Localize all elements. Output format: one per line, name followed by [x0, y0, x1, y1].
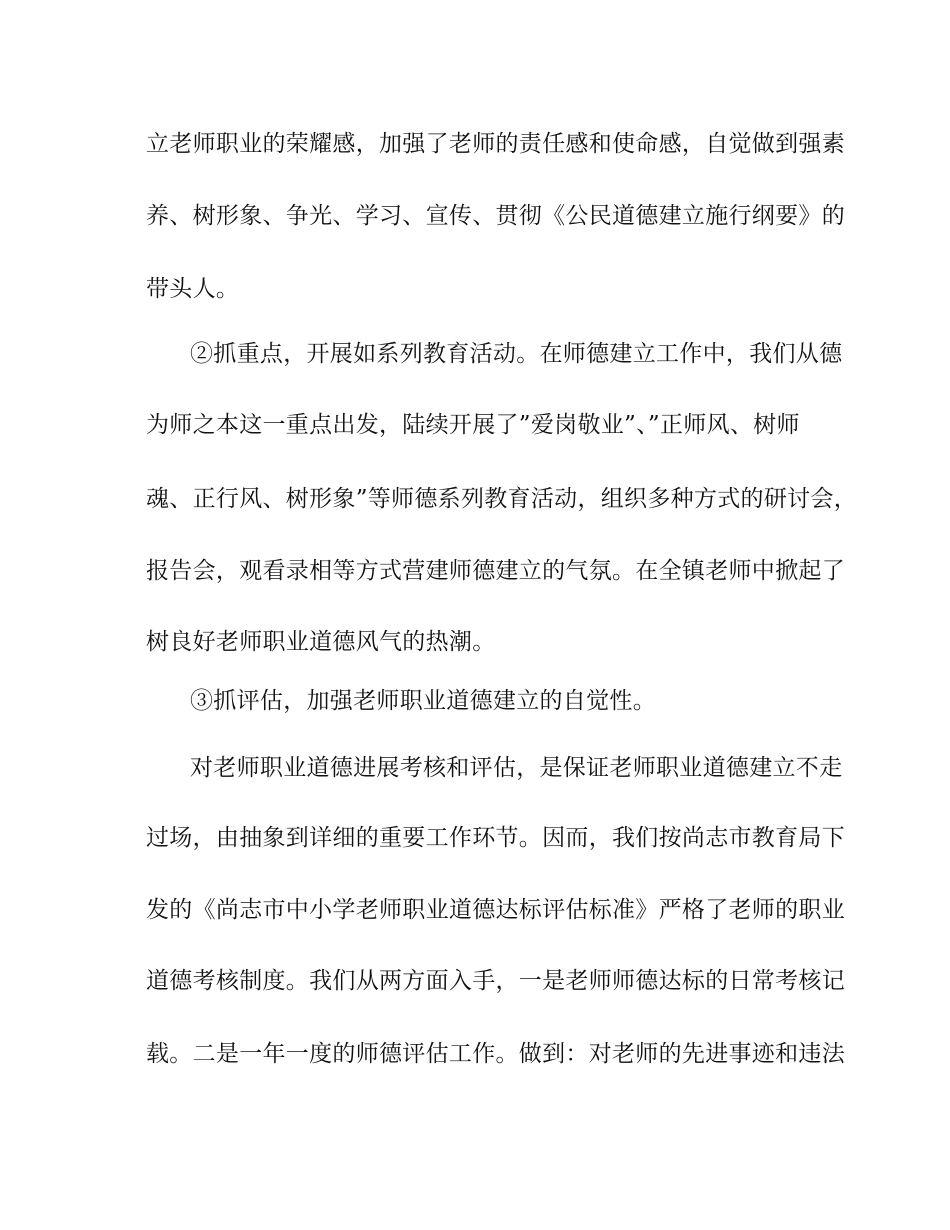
text-line-14: 载。二是一年一度的师德评估工作。做到：对老师的先进事迹和违法 — [146, 1041, 845, 1067]
text-line-9: ③抓评估，加强老师职业道德建立的自觉性。 — [190, 688, 656, 714]
text-line-5: 为师之本这一重点出发，陆续开展了”爱岗敬业”、”正师风、树师 — [146, 412, 800, 438]
text-line-6: 魂、正行风、树形象”等师德系列教育活动，组织多种方式的研讨会， — [146, 486, 858, 512]
text-line-8: 树良好老师职业道德风气的热潮。 — [146, 629, 496, 655]
text-line-7: 报告会，观看录相等方式营建师德建立的气氛。在全镇老师中掀起了 — [146, 558, 845, 584]
text-line-1: 立老师职业的荣耀感，加强了老师的责任感和使命感，自觉做到强素 — [146, 131, 845, 157]
text-line-10: 对老师职业道德进展考核和评估，是保证老师职业道德建立不走 — [190, 755, 843, 781]
text-line-13: 道德考核制度。我们从两方面入手，一是老师师德达标的日常考核记 — [146, 968, 845, 994]
text-line-12: 发的《尚志市中小学老师职业道德达标评估标准》严格了老师的职业 — [146, 897, 845, 923]
text-line-3: 带头人。 — [146, 276, 240, 302]
text-line-2: 养、树形象、争光、学习、宣传、贯彻《公民道德建立施行纲要》的 — [146, 203, 845, 229]
text-line-11: 过场，由抽象到详细的重要工作环节。因而，我们按尚志市教育局下 — [146, 825, 845, 851]
text-line-4: ②抓重点，开展如系列教育活动。在师德建立工作中，我们从德 — [190, 341, 843, 367]
